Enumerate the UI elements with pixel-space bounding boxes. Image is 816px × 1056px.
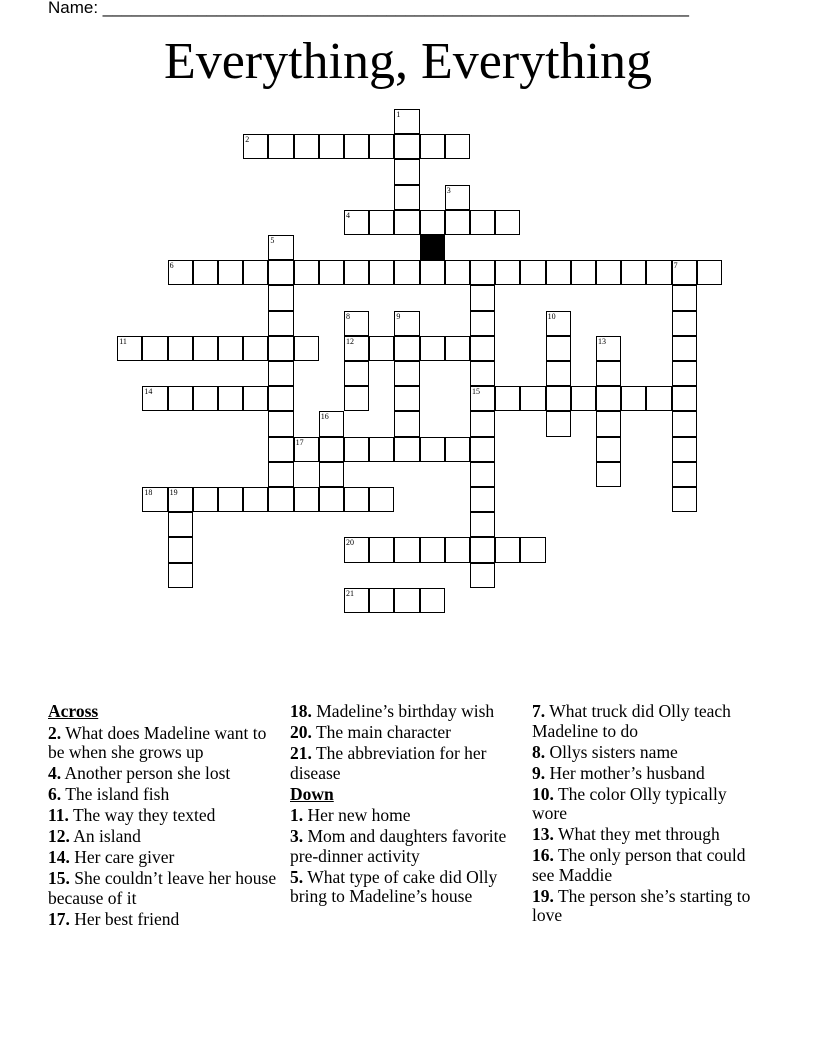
grid-cell[interactable] (420, 437, 445, 462)
grid-cell-black (420, 235, 445, 260)
grid-cell[interactable] (394, 159, 419, 184)
grid-cell[interactable] (319, 134, 344, 159)
grid-cell[interactable] (470, 210, 495, 235)
grid-cell[interactable] (268, 386, 293, 411)
clue-number: 1 (396, 110, 401, 119)
grid-cell[interactable] (445, 210, 470, 235)
clue-across-2: 2. What does Madeline want to be when she grows up (48, 722, 267, 762)
clues-column-3 (532, 702, 764, 927)
grid-cell[interactable] (445, 185, 470, 210)
clue-number: 18 (144, 488, 153, 497)
grid-cell[interactable] (495, 537, 520, 562)
grid-cell[interactable] (621, 386, 646, 411)
grid-cell[interactable] (268, 361, 293, 386)
grid-cell[interactable] (243, 386, 268, 411)
grid-cell[interactable] (470, 411, 495, 436)
grid-cell[interactable] (445, 134, 470, 159)
clue-number: 7 (673, 261, 678, 271)
grid-cell[interactable] (596, 260, 621, 285)
clue-down-3: 3. Mom and daughters favorite pre-dinner activity (290, 826, 507, 866)
grid-cell[interactable] (193, 487, 218, 512)
grid-cell[interactable] (168, 563, 193, 588)
grid-cell[interactable] (420, 537, 445, 562)
grid-cell[interactable] (470, 437, 495, 462)
grid-cell[interactable] (319, 462, 344, 487)
grid-cell[interactable] (319, 260, 344, 285)
clue-down-5: 5. What type of cake did Olly bring to Madeline’s house (290, 866, 498, 906)
grid-cell[interactable] (445, 537, 470, 562)
grid-cell[interactable] (142, 487, 167, 512)
grid-cell[interactable] (445, 336, 470, 361)
grid-cell[interactable] (672, 260, 697, 285)
grid-cell[interactable] (344, 537, 369, 562)
clue-number: 12 (346, 336, 354, 346)
grid-cell[interactable] (344, 336, 369, 361)
grid-cell[interactable] (394, 537, 419, 562)
clue-down-19: 19. The person she’s starting to love (532, 885, 751, 925)
grid-cell[interactable] (420, 210, 445, 235)
grid-cell[interactable] (546, 336, 571, 361)
grid-cell[interactable] (344, 260, 369, 285)
clue-number: 5 (270, 236, 275, 245)
grid-cell[interactable] (495, 260, 520, 285)
grid-cell[interactable] (646, 260, 671, 285)
clue-number: 3 (446, 185, 451, 195)
grid-cell[interactable] (268, 235, 293, 260)
grid-cell[interactable] (672, 285, 697, 310)
grid-cell[interactable] (596, 462, 621, 487)
grid-cell[interactable] (268, 285, 293, 310)
grid-cell[interactable] (672, 487, 697, 512)
grid-cell[interactable] (243, 134, 268, 159)
grid-cell[interactable] (193, 260, 218, 285)
grid-cell[interactable] (420, 260, 445, 285)
grid-cell[interactable] (319, 411, 344, 436)
clue-number: 20 (346, 538, 354, 548)
clue-number: 11 (119, 336, 127, 346)
grid-cell[interactable] (344, 134, 369, 159)
grid-cell[interactable] (344, 311, 369, 336)
grid-cell[interactable] (344, 588, 369, 613)
grid-cell[interactable] (294, 437, 319, 462)
clue-across-18: 18. Madeline’s birthday wish (290, 701, 495, 721)
grid-cell[interactable] (394, 411, 419, 436)
grid-cell[interactable] (571, 260, 596, 285)
grid-cell[interactable] (218, 260, 243, 285)
grid-cell[interactable] (546, 260, 571, 285)
down-heading: Down (290, 783, 334, 804)
clue-across-15: 15. She couldn’t leave her house because of it (48, 868, 277, 908)
grid-cell[interactable] (193, 386, 218, 411)
clue-across-14: 14. Her care giver (48, 847, 175, 867)
grid-cell[interactable] (394, 260, 419, 285)
clue-number: 21 (346, 588, 354, 598)
grid-cell[interactable] (520, 260, 545, 285)
grid-cell[interactable] (672, 411, 697, 436)
grid-cell[interactable] (672, 462, 697, 487)
clue-down-7: 7. What truck did Olly teach Madeline to do (532, 701, 731, 741)
grid-cell[interactable] (546, 311, 571, 336)
grid-cell[interactable] (168, 537, 193, 562)
grid-cell[interactable] (646, 386, 671, 411)
grid-cell[interactable] (672, 386, 697, 411)
page-title: Everything, Everything (163, 33, 653, 90)
clue-number: 9 (396, 311, 401, 321)
grid-cell[interactable] (470, 512, 495, 537)
grid-cell[interactable] (470, 462, 495, 487)
grid-cell[interactable] (420, 336, 445, 361)
grid-cell[interactable] (294, 487, 319, 512)
grid-cell[interactable] (243, 260, 268, 285)
clue-number: 2 (245, 135, 250, 145)
clue-number: 16 (320, 412, 329, 422)
grid-cell[interactable] (168, 512, 193, 537)
grid-cell[interactable] (470, 487, 495, 512)
grid-cell[interactable] (520, 537, 545, 562)
clues-column-2 (290, 702, 518, 908)
grid-cell[interactable] (420, 588, 445, 613)
name-field[interactable]: Name: ______________________________________________________________ (48, 0, 689, 17)
grid-cell[interactable] (218, 336, 243, 361)
clue-number: 17 (295, 437, 304, 447)
grid-cell[interactable] (470, 563, 495, 588)
grid-cell[interactable] (546, 361, 571, 386)
grid-cell[interactable] (268, 437, 293, 462)
clue-number: 4 (346, 210, 350, 220)
grid-cell[interactable] (520, 386, 545, 411)
grid-cell[interactable] (470, 260, 495, 285)
grid-cell[interactable] (268, 487, 293, 512)
clue-down-16: 16. The only person that could see Maddie (532, 845, 746, 885)
grid-cell[interactable] (394, 185, 419, 210)
grid-cell[interactable] (319, 437, 344, 462)
clues-column-1 (48, 702, 278, 931)
grid-cell[interactable] (369, 537, 394, 562)
grid-cell[interactable] (294, 260, 319, 285)
grid-cell[interactable] (168, 260, 193, 285)
grid-cell[interactable] (621, 260, 646, 285)
grid-cell[interactable] (168, 336, 193, 361)
grid-cell[interactable] (344, 437, 369, 462)
grid-cell[interactable] (268, 260, 293, 285)
clue-down-1: 1. Her new home (290, 805, 411, 825)
grid-cell[interactable] (394, 336, 419, 361)
grid-cell[interactable] (394, 134, 419, 159)
clue-down-8: 8. Ollys sisters name (532, 741, 678, 762)
grid-cell[interactable] (294, 134, 319, 159)
grid-cell[interactable] (168, 487, 193, 512)
clue-across-12: 12. An island (48, 826, 141, 846)
clue-number: 10 (547, 311, 556, 321)
grid-cell[interactable] (218, 386, 243, 411)
grid-cell[interactable] (470, 537, 495, 562)
clue-across-6: 6. The island fish (48, 784, 170, 804)
grid-cell[interactable] (369, 487, 394, 512)
clue-across-11: 11. The way they texted (48, 805, 216, 825)
grid-cell[interactable] (495, 210, 520, 235)
grid-cell[interactable] (369, 588, 394, 613)
grid-cell[interactable] (268, 336, 293, 361)
clue-across-4: 4. Another person she lost (48, 763, 231, 783)
grid-cell[interactable] (369, 134, 394, 159)
grid-cell[interactable] (672, 311, 697, 336)
grid-cell[interactable] (445, 260, 470, 285)
clue-number: 6 (169, 261, 174, 271)
grid-cell[interactable] (394, 311, 419, 336)
grid-cell[interactable] (168, 386, 193, 411)
grid-cell[interactable] (394, 588, 419, 613)
grid-cell[interactable] (268, 411, 293, 436)
grid-cell[interactable] (672, 437, 697, 462)
grid-cell[interactable] (268, 134, 293, 159)
grid-cell[interactable] (394, 437, 419, 462)
clue-across-17: 17. Her best friend (48, 908, 180, 929)
across-heading: Across (48, 701, 99, 721)
grid-cell[interactable] (596, 437, 621, 462)
clue-down-9: 9. Her mother’s husband (532, 762, 705, 783)
grid-cell[interactable] (344, 361, 369, 386)
grid-cell[interactable] (193, 336, 218, 361)
grid-cell[interactable] (672, 336, 697, 361)
grid-cell[interactable] (344, 487, 369, 512)
clue-across-21: 21. The abbreviation for her disease (290, 743, 487, 783)
grid-cell[interactable] (344, 210, 369, 235)
clue-down-13: 13. What they met through (532, 824, 720, 844)
clue-across-20: 20. The main character (290, 722, 451, 742)
grid-cell[interactable] (495, 386, 520, 411)
grid-cell[interactable] (268, 462, 293, 487)
grid-cell[interactable] (344, 386, 369, 411)
clue-number: 13 (598, 336, 606, 346)
grid-cell[interactable] (369, 210, 394, 235)
grid-cell[interactable] (268, 311, 293, 336)
clue-number: 19 (169, 488, 178, 497)
clue-number: 14 (144, 387, 153, 397)
grid-cell[interactable] (470, 361, 495, 386)
grid-cell[interactable] (697, 260, 722, 285)
grid-cell[interactable] (142, 336, 167, 361)
grid-cell[interactable] (445, 437, 470, 462)
grid-cell[interactable] (294, 336, 319, 361)
grid-cell[interactable] (142, 386, 167, 411)
grid-cell[interactable] (470, 311, 495, 336)
grid-cell[interactable] (319, 487, 344, 512)
clue-number: 15 (472, 387, 480, 397)
grid-cell[interactable] (394, 109, 419, 134)
grid-cell[interactable] (117, 336, 142, 361)
clue-down-10: 10. The color Olly typically wore (532, 783, 727, 823)
grid-cell[interactable] (369, 336, 394, 361)
grid-cell[interactable] (596, 386, 621, 411)
grid-cell[interactable] (394, 210, 419, 235)
grid-cell[interactable] (546, 411, 571, 436)
grid-cell[interactable] (596, 361, 621, 386)
grid-cell[interactable] (394, 361, 419, 386)
grid-cell[interactable] (369, 437, 394, 462)
grid-cell[interactable] (470, 336, 495, 361)
grid-cell[interactable] (596, 336, 621, 361)
grid-cell[interactable] (243, 336, 268, 361)
grid-cell[interactable] (546, 386, 571, 411)
grid-cell[interactable] (218, 487, 243, 512)
grid-cell[interactable] (394, 386, 419, 411)
grid-cell[interactable] (596, 411, 621, 436)
clue-number: 8 (346, 311, 350, 321)
grid-cell[interactable] (243, 487, 268, 512)
grid-cell[interactable] (672, 361, 697, 386)
grid-cell[interactable] (470, 386, 495, 411)
grid-cell[interactable] (420, 134, 445, 159)
grid-cell[interactable] (571, 386, 596, 411)
grid-cell[interactable] (369, 260, 394, 285)
grid-cell[interactable] (470, 285, 495, 310)
